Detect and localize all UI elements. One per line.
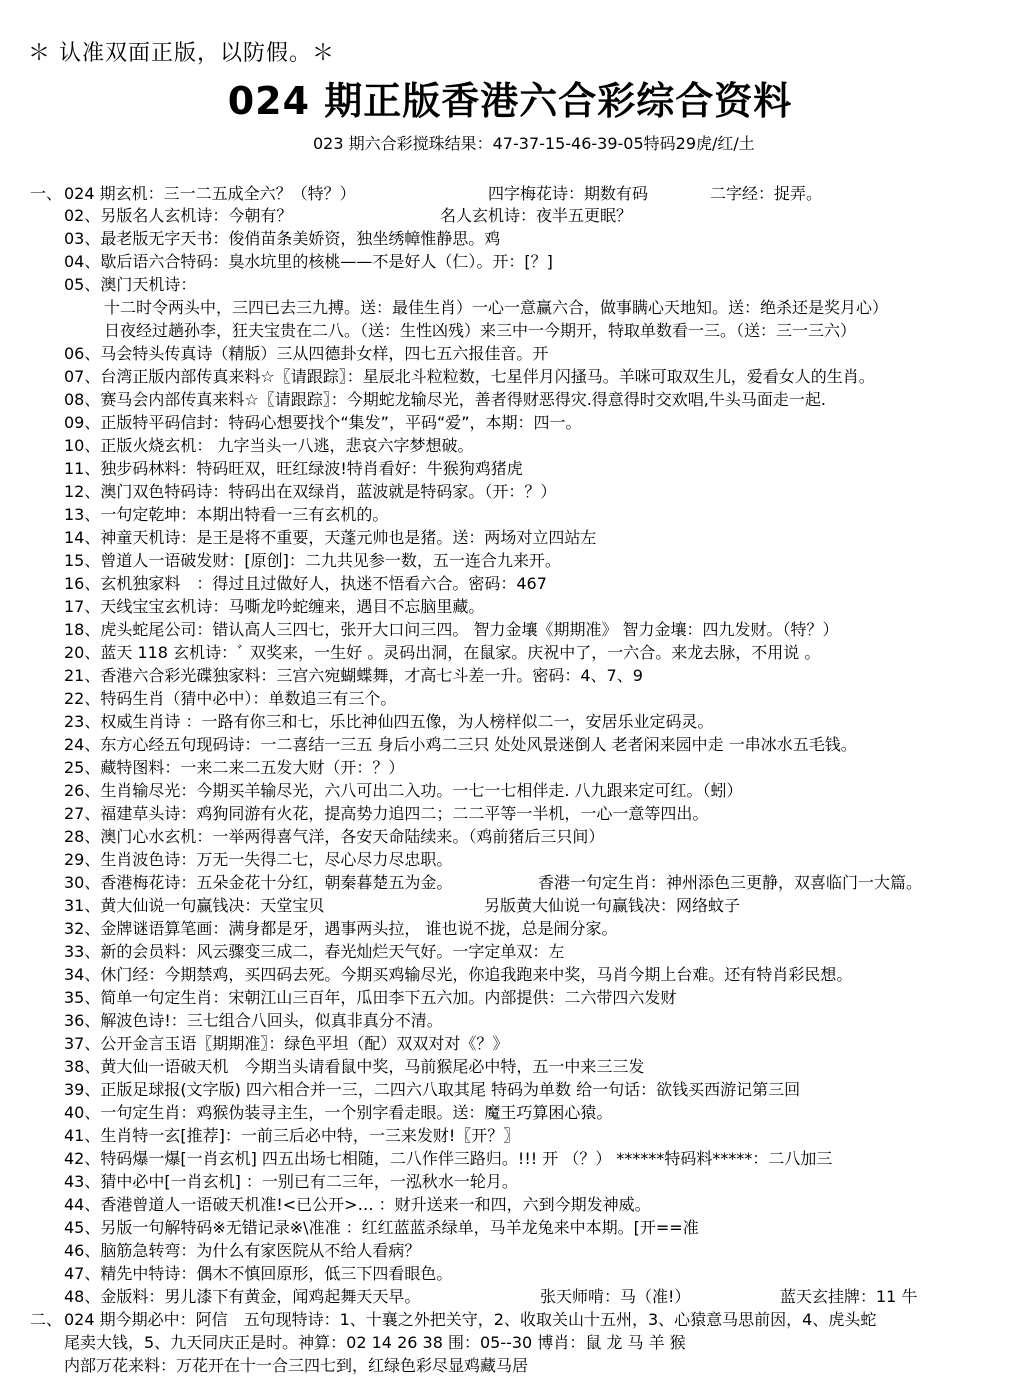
section-2-number: 二、: [30, 1310, 63, 1329]
section-2-line-3: 内部万花来料：万花开在十一合三四七到，红绿色彩尽显鸡藏马居: [64, 1356, 529, 1375]
item-48-second: 张天师啃：马（准!）: [540, 1287, 691, 1306]
item-04-line: 04、歇后语六合特码：臭水坑里的核桃——不是好人（仁）。开：[？]: [64, 252, 553, 271]
item-02-second: 名人玄机诗：夜半五更眠？: [440, 206, 633, 225]
item-38-line: 38、黄大仙一语破天机 今期当头请看鼠中奖，马前猴尾必中特，五一中来三三发: [64, 1057, 645, 1076]
item-46-line: 46、脑筋急转弯：为什么有家医院从不给人看病？: [64, 1241, 421, 1260]
item-20-line: 20、蓝天 118 玄机诗：ﾞ 双奖来，一生好 。灵码出洞，在鼠家。庆祝中了，一六合。来龙去脉，不用说 。: [64, 643, 821, 662]
section-2-line-1: 024 期今期必中：阿信 五句现特诗：1、十襄之外把关守，2、收取关山十五州，3、心猿意马思前因，4、虎头蛇: [64, 1310, 877, 1329]
previous-draw-result: 023 期六合彩搅珠结果：47-37-15-46-39-05特码29虎/红/土: [313, 134, 755, 153]
item-08-line: 08、赛马会内部传真来料☆〖请跟踪〗：今期蛇龙输尽光，善者得财恶得灾.得意得时交欢唱,牛头马面走一起.: [64, 390, 826, 409]
item-05-verse-1: 十二时令两头中，三四已去三九搏。送：最佳生肖）一心一意赢六合，做事瞒心天地知。送：绝杀还是奖月心）: [104, 298, 889, 317]
item-02-line: 02、另版名人玄机诗：今朝有？: [64, 206, 293, 225]
item-47-line: 47、精先中特诗：偶木不慎回原形，低三下四看眼色。: [64, 1264, 453, 1283]
item-12-line: 12、澳门双色特码诗：特码出在双绿肖，蓝波就是特码家。（开：？）: [64, 482, 557, 501]
section-2-line-2: 尾卖大钱，5、九天同庆正是时。神算：02 14 26 38 围：05--30 博肖：鼠 龙 马 羊 猴: [64, 1333, 686, 1352]
item-23-line: 23、权威生肖诗 ：一路有你三和七，乐比神仙四五像，为人榜样似二一，安居乐业定码灵。: [64, 712, 714, 731]
item-32-line: 32、金牌谜语算笔画：满身都是牙，遇事两头拉， 谁也说不拢，总是闹分家。: [64, 919, 618, 938]
item-07-line: 07、台湾正版内部传真来料☆〖请跟踪〗：星辰北斗粒粒数，七星伴月闪搔马。羊咪可取双生儿，爱看女人的生肖。: [64, 367, 875, 386]
anti-counterfeit-notice: ＊ 认准双面正版，以防假。＊: [28, 41, 335, 66]
item-31-second: 另版黄大仙说一句赢钱决：网络蚊子: [484, 896, 741, 915]
item-06-line: 06、马会特头传真诗（精版）三从四德卦女样，四七五六报佳音。开: [64, 344, 549, 363]
item-11-line: 11、独步码林料：特码旺双，旺红绿波!特肖看好：牛猴狗鸡猪虎: [64, 459, 523, 478]
item-34-line: 34、休门经：今期禁鸡，买四码去死。今期买鸡输尽光，你追我跑来中奖，马肖今期上台难。还有特肖彩民想。: [64, 965, 853, 984]
item-13-line: 13、一句定乾坤：本期出特看一三有玄机的。: [64, 505, 389, 524]
item-09-line: 09、正版特平码信封：特码心想要找个“集发”，平码“爱”，本期：四一。: [64, 413, 582, 432]
item-03-line: 03、最老版无字天书：俊俏苗条美娇资，独坐绣幛惟静思。鸡: [64, 229, 501, 248]
item-16-line: 16、玄机独家料 ：得过且过做好人，执迷不悟看六合。密码：467: [64, 574, 547, 593]
item-43-line: 43、猜中必中[一肖玄机] ：一别已有二三年，一泓秋水一轮月。: [64, 1172, 518, 1191]
item-22-line: 22、特码生肖（猜中必中）：单数追三有三个。: [64, 689, 397, 708]
item-27-line: 27、福建草头诗：鸡狗同游有火花，提高势力追四二；二二平等一半机，一心一意等四出。: [64, 804, 709, 823]
item-41-line: 41、生肖特一玄[推荐]：一前三后必中特，一三来发财!〖开？〗: [64, 1126, 520, 1145]
section-1-number: 一、: [30, 184, 63, 203]
item-24-line: 24、东方心经五句现码诗：一二喜结一三五 身后小鸡二三只 处处风景迷倒人 老者闲来园中走 一串冰水五毛钱。: [64, 735, 857, 754]
item-15-line: 15、曾道人一语破发财：[原创]：二九共见参一数，五一连合九来开。: [64, 551, 561, 570]
item-28-line: 28、澳门心水玄机：一举两得喜气洋，各安天命陆续来。（鸡前猪后三只间）: [64, 827, 605, 846]
item-26-line: 26、生肖输尽光：今期买羊输尽光，六八可出二入功。一七一七相伴走. 八九跟来定可红。（蚓）: [64, 781, 743, 800]
item-30-line: 30、香港梅花诗：五朵金花十分红，朝秦暮楚五为金。: [64, 873, 453, 892]
item-05-line: 05、澳门天机诗：: [64, 275, 197, 294]
item-01-plum-poem: 四字梅花诗：期数有码: [488, 184, 649, 203]
item-40-line: 40、一句定生肖：鸡猴伪装寻主生，一个别字看走眼。送：魔王巧算困心猿。: [64, 1103, 613, 1122]
item-31-line: 31、黄大仙说一句赢钱决：天堂宝贝: [64, 896, 325, 915]
item-36-line: 36、解波色诗!：三七组合八回头，似真非真分不清。: [64, 1011, 443, 1030]
item-44-line: 44、香港曾道人一语破天机准!<已公开>… ：财升送来一和四，六到今期发神威。: [64, 1195, 651, 1214]
item-18-line: 18、虎头蛇尾公司：错认高人三四七，张开大口问三四。 智力金壤《期期准》 智力金壤：四九发财。（特？）: [64, 620, 839, 639]
item-35-line: 35、简单一句定生肖：宋朝江山三百年，瓜田李下五六加。内部提供：二六带四六发财: [64, 988, 677, 1007]
item-48-third: 蓝天玄挂牌：11 牛: [780, 1287, 918, 1306]
item-05-verse-2: 日夜经过趟孙李，狂夫宝贵在二八。（送：生性凶残）来三中一今期开，特取单数看一三。（送：三一三六）: [104, 321, 857, 340]
item-25-line: 25、藏特图料：一来二来二五发大财（开：？）: [64, 758, 405, 777]
item-48-line: 48、金版料：男儿漆下有黄金，闻鸡起舞天天早。: [64, 1287, 421, 1306]
item-33-line: 33、新的会员料：风云骤变三成二，春光灿烂天气好。一字定单双：左: [64, 942, 565, 961]
item-45-line: 45、另版一句解特码※无错记录※\准准 ：红红蓝蓝杀绿单，马羊龙兔来中本期。[开==准: [64, 1218, 699, 1237]
item-30-second: 香港一句定生肖：神州添色三更静，双喜临门一大篇。: [538, 873, 923, 892]
page-title: 024 期正版香港六合彩综合资料: [227, 79, 793, 123]
item-01-riddle: 024 期玄机：三一二五成全六？（特？）: [64, 184, 356, 203]
item-21-line: 21、香港六合彩光碟独家料：三宫六宛蝴蝶舞，才高七斗差一升。密码：4、7、9: [64, 666, 643, 685]
item-42-line: 42、特码爆一爆[一肖玄机] 四五出场七相随，二八作伴三路归。!!! 开 （？） ******特码料*****：二八加三: [64, 1149, 833, 1168]
item-37-line: 37、公开金言玉语〖期期准〗：绿色平坦（配）双双对对《？》: [64, 1034, 509, 1053]
item-29-line: 29、生肖波色诗：万无一失得二七，尽心尽力尽忠职。: [64, 850, 453, 869]
item-10-line: 10、正版火烧玄机： 九字当头一八逃，悲哀六字梦想破。: [64, 436, 474, 455]
item-17-line: 17、天线宝宝玄机诗：马嘶龙吟蛇缠来，遇目不忘脑里藏。: [64, 597, 485, 616]
item-01-two-word: 二字经：捉弄。: [710, 184, 823, 203]
item-39-line: 39、正版足球报(文字版) 四六相合并一三，二四六八取其尾 特码为单数 给一句话：欲钱买西游记第三回: [64, 1080, 801, 1099]
item-14-line: 14、神童天机诗：是王是将不重要，天蓬元帅也是猪。送：两场对立四站左: [64, 528, 597, 547]
